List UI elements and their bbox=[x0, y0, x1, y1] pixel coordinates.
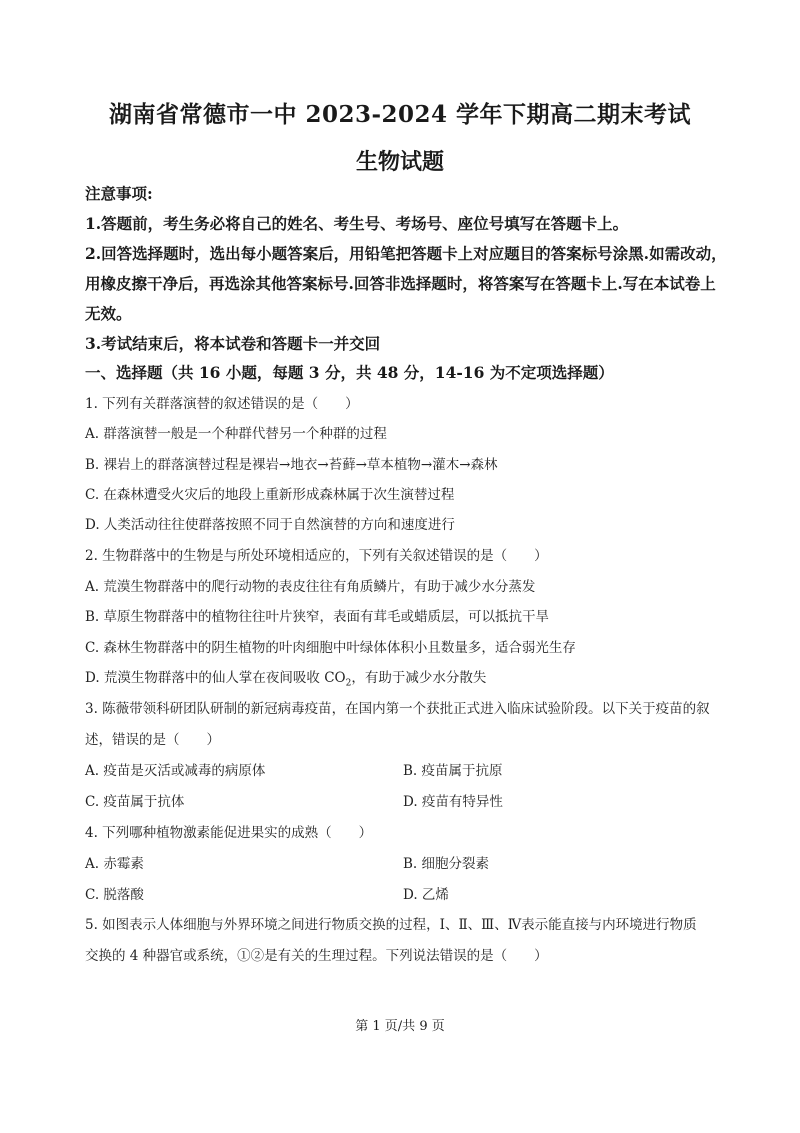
note-line-4: 无效。 bbox=[85, 304, 132, 323]
q2-option-d bbox=[85, 668, 725, 694]
q4-option-c: C. 脱落酸 bbox=[85, 887, 144, 903]
q3-option-c: C. 疫苗属于抗体 bbox=[85, 794, 185, 810]
q2-option-d-text: D. 荒漠生物群落中的仙人掌在夜间吸收 CO bbox=[85, 670, 346, 686]
q5-stem-line-1: 5. 如图表示人体细胞与外界环境之间进行物质交换的过程，Ⅰ、Ⅱ、Ⅲ、Ⅳ表示能直接与内环境进行物质 bbox=[85, 917, 697, 933]
note-line-1: 1.答题前，考生务必将自己的姓名、考生号、考场号、座位号填写在答题卡上。 bbox=[85, 214, 629, 233]
page-footer: 第 1 页/共 9 页 bbox=[355, 1019, 445, 1034]
q1-option-c: C. 在森林遭受火灾后的地段上重新形成森林属于次生演替过程 bbox=[85, 487, 455, 503]
q5-stem-line-2: 交换的 4 种器官或系统，①②是有关的生理过程。下列说法错误的是（ ） bbox=[85, 948, 548, 964]
q1-stem: 1. 下列有关群落演替的叙述错误的是（ ） bbox=[85, 396, 359, 412]
q4-option-a: A. 赤霉素 bbox=[85, 856, 144, 872]
section-heading: 一、选择题（共 16 小题，每题 3 分，共 48 分，14-16 为不定项选择题） bbox=[85, 363, 614, 382]
q1-option-b: B. 裸岩上的群落演替过程是裸岩→地衣→苔藓→草本植物→灌木→森林 bbox=[85, 457, 498, 473]
page-title: 湖南省常德市一中 2023-2024 学年下期高二期末考试 bbox=[108, 101, 692, 128]
q4-option-b: B. 细胞分裂素 bbox=[403, 856, 490, 872]
q3-option-a: A. 疫苗是灭活或减毒的病原体 bbox=[85, 763, 266, 779]
q4-stem: 4. 下列哪种植物激素能促进果实的成熟（ ） bbox=[85, 825, 373, 841]
q3-option-d: D. 疫苗有特异性 bbox=[403, 794, 503, 810]
q2-option-d-tail: ，有助于减少水分散失 bbox=[351, 670, 487, 686]
q2-option-a: A. 荒漠生物群落中的爬行动物的表皮往往有角质鳞片，有助于减少水分蒸发 bbox=[85, 579, 536, 595]
note-line-5: 3.考试结束后，将本试卷和答题卡一并交回 bbox=[85, 334, 381, 353]
q2-stem: 2. 生物群落中的生物是与所处环境相适应的，下列有关叙述错误的是（ ） bbox=[85, 548, 548, 564]
note-line-2: 2.回答选择题时，选出每小题答案后，用铅笔把答题卡上对应题目的答案标号涂黑.如需改动， bbox=[85, 244, 727, 263]
q3-option-b: B. 疫苗属于抗原 bbox=[403, 763, 503, 779]
q1-option-d: D. 人类活动往往使群落按照不同于自然演替的方向和速度进行 bbox=[85, 517, 455, 533]
q2-option-c: C. 森林生物群落中的阴生植物的叶肉细胞中叶绿体体积小且数量多，适合弱光生存 bbox=[85, 640, 576, 656]
notes-heading: 注意事项: bbox=[85, 184, 153, 203]
q1-option-a: A. 群落演替一般是一个种群代替另一个种群的过程 bbox=[85, 426, 387, 442]
q3-stem-line-2: 述，错误的是（ ） bbox=[85, 732, 220, 748]
note-line-3: 用橡皮擦干净后，再选涂其他答案标号.回答非选择题时，将答案写在答题卡上.写在本试卷上 bbox=[85, 274, 716, 293]
q3-stem-line-1: 3. 陈薇带领科研团队研制的新冠病毒疫苗，在国内第一个获批正式进入临床试验阶段。以下关于疫苗的叙 bbox=[85, 701, 710, 717]
q2-option-b: B. 草原生物群落中的植物往往叶片狭窄，表面有茸毛或蜡质层，可以抵抗干旱 bbox=[85, 609, 550, 625]
page-subtitle: 生物试题 bbox=[355, 149, 444, 175]
q4-option-d: D. 乙烯 bbox=[403, 887, 449, 903]
q2-option-d-subscript: 2 bbox=[345, 678, 352, 689]
